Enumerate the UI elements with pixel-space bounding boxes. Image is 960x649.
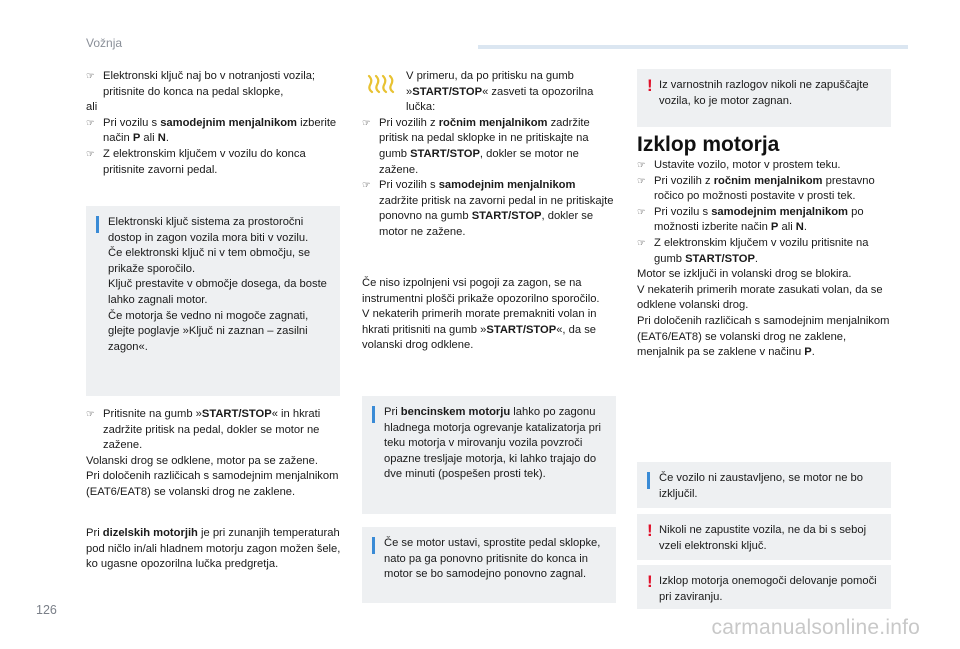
watermark: carmanualsonline.info xyxy=(711,616,920,639)
bullet-item: ☞ Pri vozilu s samodejnim menjalnikom izberite način P ali N. xyxy=(86,116,344,147)
not-stationary-text: Če vozilo ni zaustavljeno, se motor ne bo izključil. xyxy=(659,472,863,500)
info-box-stall xyxy=(362,527,616,603)
start-instructions xyxy=(86,69,344,178)
bullet-item: ☞ Pritisnite na gumb »START/STOP« in hkrati zadržite pritisk na pedal, dokler se motor ne zažene. xyxy=(86,407,342,454)
safety-box-text: Iz varnostnih razlogov nikoli ne zapuščajte vozila, ko je motor zagnan. xyxy=(659,79,869,107)
section-title: Vožnja xyxy=(86,36,123,50)
engine-stop-instructions xyxy=(637,158,891,361)
warning-exclamation-icon: ! xyxy=(647,521,653,540)
page-number: 126 xyxy=(36,603,57,617)
warning-exclamation-icon: ! xyxy=(647,572,653,591)
diesel-text xyxy=(86,526,342,573)
bullet-item: ☞ Pri vozilih z ročnim menjalnikom zadržite pritisk na pedal sklopke in ne pritiskajte na gumb START/STOP, dokler se motor ne zažene. xyxy=(362,116,616,178)
info-icon xyxy=(96,216,99,233)
braking-box-text: Izklop motorja onemogoči delovanje pomoči pri zaviranju. xyxy=(659,575,877,603)
paragraph: Pri dizelskih motorjih je pri zunanjih temperaturah pod ničlo in/ali hladnem motorju zagon možen šele, ko ugasne opozorilna lučka predgretja. xyxy=(86,527,341,571)
bullet-item: ☞ Pri vozilih z ročnim menjalnikom prestavno ročico po možnosti postavite v prosti tek. xyxy=(637,174,891,205)
header-bar xyxy=(478,45,908,49)
paragraph: Volanski drog se odklene, motor pa se zažene. xyxy=(86,454,318,467)
paragraph: Motor se izključi in volanski drog se blokira. xyxy=(637,268,852,281)
info-icon xyxy=(647,472,650,489)
bullet-item: ☞ Pri vozilih s samodejnim menjalnikom zadržite pritisk na zavorni pedal in ne pritiskajte ponovno na gumb START/STOP, dokler se motor ne zažene. xyxy=(362,178,616,240)
engine-stop-heading: Izklop motorja xyxy=(637,133,780,156)
press-start-instructions xyxy=(86,407,342,501)
paragraph: V nekaterih primerih morate premakniti volan in hkrati pritisniti na gumb »START/STOP«, da se volanski drog odklene. xyxy=(362,308,597,352)
info-box-text: Elektronski ključ sistema za prostoročni dostop in zagon vozila mora biti v vozilu. Če elektronski ključ ni v tem območju, se prikaže sporočilo. Ključ prestavite v območje dosega, da boste lahko zagnali motor. Če motorja še vedno ni mogoče zagnati, glejte poglavje »Ključ ni zaznan – zasilni zagon«. xyxy=(108,216,327,353)
info-box-key-range xyxy=(86,206,340,396)
bullet-item: ☞ Z elektronskim ključem v vozilu do konca pritisnite zavorni pedal. xyxy=(86,147,344,178)
diesel-note xyxy=(86,526,342,573)
paragraph: ali xyxy=(86,101,98,114)
stall-box-text: Če se motor ustavi, sprostite pedal sklopke, nato pa ga ponovno pritisnite do konca in motor se bo samodejno ponovno zagnal. xyxy=(384,537,601,581)
never-start-text: Nikoli ne zapustite vozila, ne da bi s seboj vzeli elektronski ključ. xyxy=(659,524,867,552)
petrol-box-text: Pri bencinskem motorju lahko po zagonu hladnega motorja ogrevanje katalizatorja pri teku motorja v mirovanju vozila povzroči opazne tresljaje motorja, ki lahko trajajo do dve minuti (pospešen prosti tek). xyxy=(384,406,602,481)
warning-box-safety xyxy=(637,69,891,127)
bullet-item: ☞ Z elektronskim ključem v vozilu pritisnite na gumb START/STOP. xyxy=(637,236,891,267)
warning-box-braking xyxy=(637,565,891,609)
info-icon xyxy=(372,537,375,554)
press-steps xyxy=(86,407,342,501)
info-icon xyxy=(372,406,375,423)
bullet-item: ☞ Elektronski ključ naj bo v notranjosti vozila; pritisnite do konca na pedal sklopke, xyxy=(86,69,344,100)
warning-box-key xyxy=(637,514,891,560)
paragraph: Če niso izpolnjeni vsi pogoji za zagon, se na instrumentni plošči prikaže opozorilno sporočilo. xyxy=(362,277,600,305)
warning-light-instructions xyxy=(362,69,616,241)
bullet-item: ☞ Ustavite vozilo, motor v prostem teku. xyxy=(637,158,891,174)
bullet-item: ☞ Pri vozilu s samodejnim menjalnikom po možnosti izberite način P ali N. xyxy=(637,205,891,236)
start-steps xyxy=(86,69,344,178)
info-box-not-stationary xyxy=(637,462,891,508)
start-conditions xyxy=(362,276,616,354)
warning-exclamation-icon: ! xyxy=(647,76,653,95)
paragraph: V primeru, da po pritisku na gumb »START/STOP« zasveti ta opozorilna lučka: xyxy=(406,70,594,114)
paragraph: V nekaterih primerih morate zasukati volan, da se odklene volanski drog. xyxy=(637,283,883,312)
paragraph: Pri določenih različicah s samodejnim menjalnikom (EAT6/EAT8) se volanski drog ne zaklene. xyxy=(86,470,339,498)
info-box-petrol xyxy=(362,396,616,514)
engine-stop-steps xyxy=(637,158,891,361)
paragraph: Pri določenih različicah s samodejnim menjalnikom (EAT6/EAT8) se volanski drog ne zaklene, menjalnik pa se zaklene v načinu P. xyxy=(637,314,890,359)
start-conditions-text xyxy=(362,276,616,354)
warning-light-steps xyxy=(362,69,616,241)
